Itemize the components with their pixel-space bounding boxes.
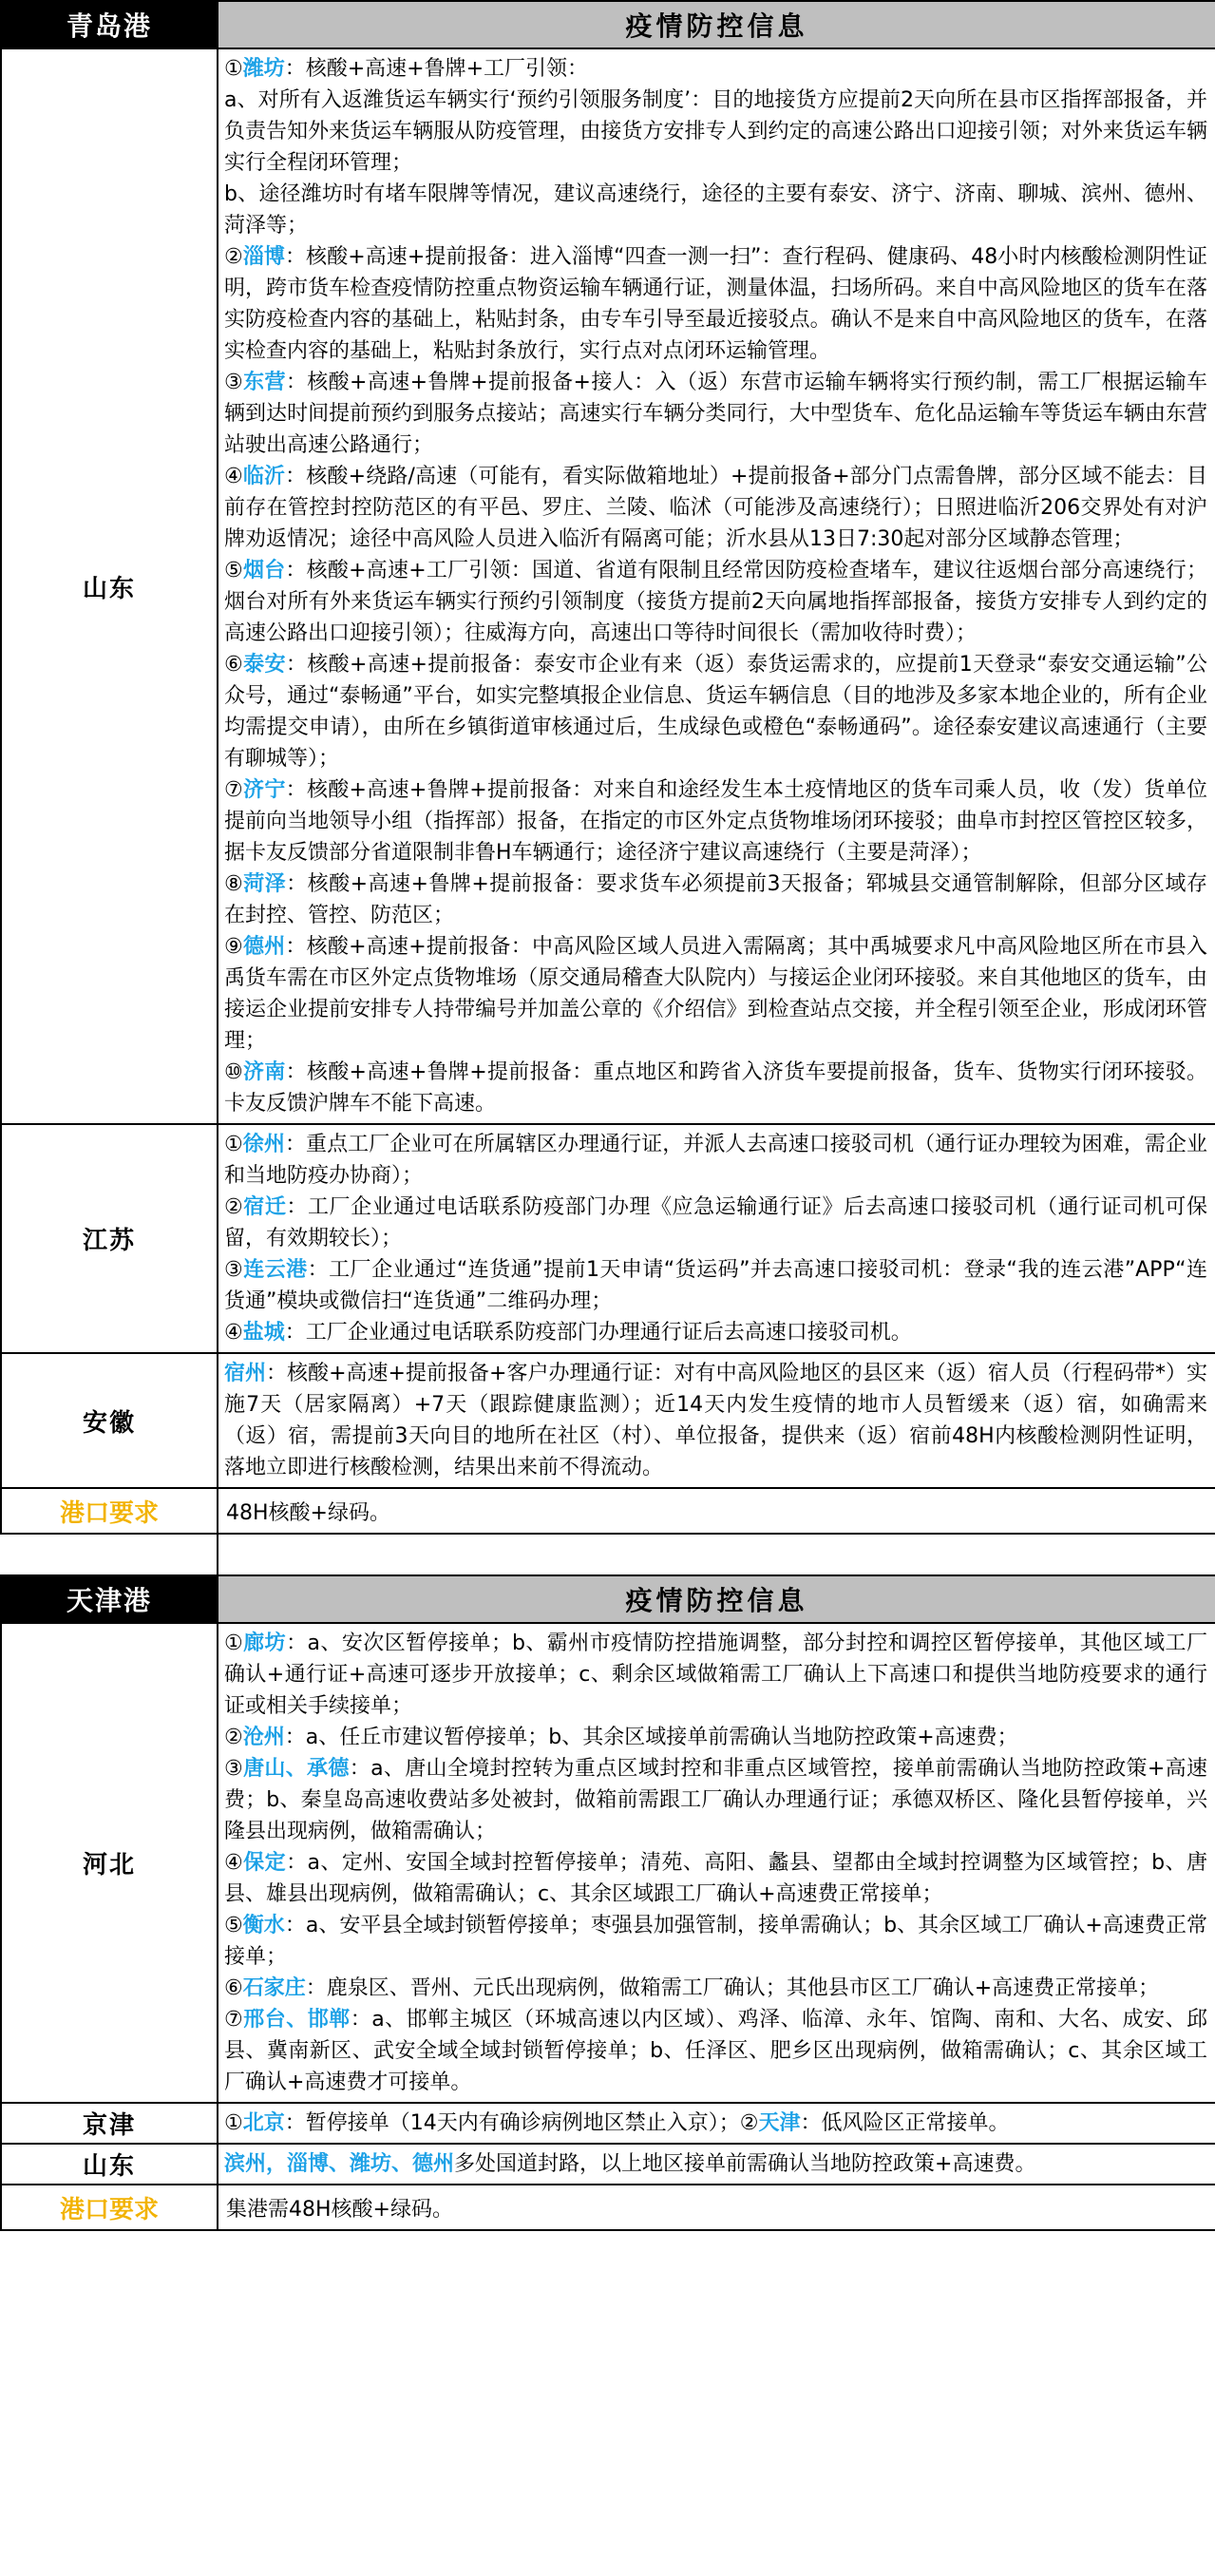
region-item <box>224 1753 1207 1847</box>
region-item <box>224 649 1207 774</box>
item-number: ④ <box>224 1321 243 1345</box>
region-item <box>224 241 1207 367</box>
item-text: ：鹿泉区、晋州、元氏出现病例，做箱需工厂确认；其他县市区工厂确认+高速费正常接单； <box>305 1976 1160 2000</box>
region-item <box>224 2111 740 2135</box>
item-number: ⑦ <box>224 2008 244 2032</box>
item-text: ：a、定州、安国全域封控暂停接单；清苑、高阳、蠡县、望都由全域封控调整为区域管控；b、唐县、雄县出现病例，做箱需确认；c、其余区域跟工厂确认+高速费正常接单； <box>224 1851 1207 1906</box>
port-requirement-text: 48H核酸+绿码。 <box>218 1488 1215 1534</box>
item-text: ：重点工厂企业可在所属辖区办理通行证，并派人去高速口接驳司机（通行证办理较为困难，需企业和当地防疫办协商）； <box>224 1133 1207 1188</box>
city-name: 石家庄 <box>242 1976 306 2000</box>
city-name: 宿州 <box>224 1362 267 1385</box>
item-text: ：核酸+高速+工厂引领：国道、省道有限制且经常因防疫检查堵车，建议往返烟台部分高速绕行；烟台对所有外来货运车辆实行预约引领制度（接货方提前2天向属地指挥部报备，接货方安排专人到约定的高速公路出口迎接引领）；往威海方向，高速出口等待时间很长（需加收待时费）； <box>224 559 1207 645</box>
item-number: ⑥ <box>224 1976 243 2000</box>
region-item <box>224 931 1207 1057</box>
item-number: ① <box>224 2111 243 2135</box>
item-text: ：暂停接单（14天内有确诊病例地区禁止入京）； <box>284 2111 740 2135</box>
port-name: 青岛港 <box>1 1 218 48</box>
region-content <box>218 2144 1215 2185</box>
item-number: ④ <box>224 465 243 488</box>
city-name: 盐城 <box>242 1321 285 1345</box>
port-name: 天津港 <box>1 1575 218 1623</box>
region-item <box>740 2111 1010 2135</box>
region-content <box>218 1124 1215 1353</box>
province-label: 河北 <box>1 1623 218 2103</box>
port-requirement-text: 集港需48H核酸+绿码。 <box>218 2185 1215 2230</box>
port-requirement-label: 港口要求 <box>1 2185 218 2230</box>
item-number: ② <box>224 1726 243 1749</box>
region-item <box>224 1358 1207 1483</box>
region-item <box>224 774 1207 868</box>
item-text: ：低风险区正常接单。 <box>800 2111 1010 2135</box>
region-content <box>218 2103 1215 2144</box>
item-text: ：a、安平县全域封锁暂停接单；枣强县加强管制，接单需确认；b、其余区域工厂确认+高速费正常接单； <box>224 1914 1207 1969</box>
item-number: ① <box>224 1133 243 1156</box>
region-content <box>218 48 1215 1124</box>
section-title: 疫情防控信息 <box>218 1 1215 48</box>
item-number: ④ <box>224 1851 244 1875</box>
item-text: 多处国道封路，以上地区接单前需确认当地防控政策+高速费。 <box>454 2152 1036 2176</box>
item-text: ：核酸+高速+提前报备：中高风险区域人员进入需隔离；其中禹城要求凡中高风险地区所在市县入禹货车需在市区外定点货物堆场（原交通局稽查大队院内）与接运企业闭环接驳。来自其他地区的货车，由接运企业提前安排专人持带编号并加盖公章的《介绍信》到检查站点交接，并全程引领至企业，形成闭环管理； <box>224 935 1207 1053</box>
city-name: 淄博 <box>242 245 285 269</box>
spacer-cell <box>1 1534 218 1574</box>
city-name: 潍坊 <box>242 57 285 81</box>
region-item <box>224 1722 1207 1753</box>
item-text: ：a、唐山全境封控转为重点区域封控和非重点区域管控，接单前需确认当地防控政策+高速费；b、秦皇岛高速收费站多处被封，做箱前需跟工厂确认办理通行证；承德双桥区、隆化县暂停接单，兴隆县出现病例，做箱需确认； <box>224 1757 1207 1843</box>
region-item <box>224 367 1207 461</box>
item-number: ⑤ <box>224 1914 243 1937</box>
city-name: 连云港 <box>243 1258 308 1282</box>
item-number: ⑥ <box>224 653 244 677</box>
city-name: 菏泽 <box>243 872 287 896</box>
item-number: ⑦ <box>224 778 244 802</box>
region-item <box>224 2148 1207 2180</box>
item-text: ：核酸+高速+鲁牌+提前报备+接人：入（返）东营市运输车辆将实行预约制，需工厂根据运输车辆到达时间提前预约到服务点接站；高速实行车辆分类同行，大中型货车、危化品运输车等货运车辆由东营站驶出高速公路通行； <box>224 371 1207 457</box>
city-name: 滨州，淄博、潍坊、德州 <box>224 2152 455 2176</box>
city-name: 唐山、承德 <box>243 1757 350 1781</box>
item-text: ：a、安次区暂停接单；b、霸州市疫情防控措施调整，部分封控和调控区暂停接单，其他区域工厂确认+通行证+高速可逐步开放接单；c、剩余区域做箱需工厂确认上下高速口和提供当地防疫要求的通行证或相关手续接单； <box>224 1631 1207 1718</box>
region-item <box>224 1973 1207 2004</box>
province-label: 京津 <box>1 2103 218 2144</box>
city-name: 临沂 <box>242 465 286 488</box>
region-item <box>224 1847 1207 1910</box>
province-label: 江苏 <box>1 1124 218 1353</box>
item-text: ：核酸+高速+鲁牌+提前报备：要求货车必须提前3天报备；郓城县交通管制解除，但部分区域存在封控、管控、防范区； <box>224 872 1207 927</box>
region-item <box>224 1129 1207 1192</box>
region-item <box>224 868 1207 931</box>
item-text: ：工厂企业通过“连货通”提前1天申请“货运码”并去高速口接驳司机：登录“我的连云港”APP“连货通”模块或微信扫“连货通”二维码办理； <box>224 1258 1207 1313</box>
region-content <box>218 1353 1215 1488</box>
item-text: ：工厂企业通过电话联系防疫部门办理《应急运输通行证》后去高速口接驳司机（通行证司机可保留，有效期较长）； <box>224 1195 1207 1250</box>
city-name: 济南 <box>243 1060 286 1084</box>
section-title: 疫情防控信息 <box>218 1575 1215 1623</box>
city-name: 徐州 <box>242 1133 285 1156</box>
item-text: ：a、任丘市建议暂停接单；b、其余区域接单前需确认当地防控政策+高速费； <box>284 1726 1018 1749</box>
item-number: ② <box>739 2111 759 2135</box>
item-text: ：工厂企业通过电话联系防疫部门办理通行证后去高速口接驳司机。 <box>284 1321 912 1345</box>
city-name: 天津 <box>758 2111 801 2135</box>
item-text: ：核酸+高速+鲁牌+提前报备：重点地区和跨省入济货车要提前报备，货车、货物实行闭环接驳。卡友反馈沪牌车不能下高速。 <box>224 1060 1207 1116</box>
item-text: ：核酸+高速+提前报备+客户办理通行证：对有中高风险地区的县区来（返）宿人员（行程码带*）实施7天（居家隔离）+7天（跟踪健康监测）；近14天内发生疫情的地市人员暂缓来（返）宿，如确需来（返）宿，需提前3天向目的地所在社区（村）、单位报备，提供来（返）宿前48H内核酸检测阴性证明，落地立即进行核酸检测，结果出来前不得流动。 <box>224 1362 1207 1479</box>
region-item <box>224 2004 1207 2098</box>
city-name: 东营 <box>243 371 286 394</box>
region-item <box>224 1628 1207 1722</box>
region-item <box>224 1254 1207 1317</box>
city-name: 宿迁 <box>243 1195 287 1219</box>
item-number: ⑨ <box>224 935 243 959</box>
city-name: 邢台、邯郸 <box>243 2008 351 2032</box>
region-item <box>224 1910 1207 1973</box>
item-text: ：a、邯郸主城区（环城高速以内区域）、鸡泽、临漳、永年、馆陶、南和、大名、成安、邱县、冀南新区、武安全域全域封锁暂停接单；b、任泽区、肥乡区出现病例，做箱需确认；c、其余区域工厂确认+高速费才可接单。 <box>224 2008 1207 2094</box>
region-item <box>224 1192 1207 1254</box>
region-item <box>224 1317 1207 1348</box>
region-content <box>218 1623 1215 2103</box>
port-requirement-label: 港口要求 <box>1 1488 218 1534</box>
item-text: ：核酸+高速+鲁牌+工厂引领： a、对所有入返潍货运车辆实行‘预约引领服务制度’：目的地接货方应提前2天向所在县市区指挥部报备，并负责告知外来货运车辆服从防疫管理，由接货方安排专人到约定的高速公路出口迎接引领；对外来货运车辆实行全程闭环管理； b、途径潍坊时有堵车限牌等情况，建议高速绕行，途径的主要有泰安、济宁、济南、聊城、滨州、德州、菏泽等； <box>224 57 1207 238</box>
item-number: ⑤ <box>224 559 243 582</box>
city-name: 衡水 <box>242 1914 285 1937</box>
item-number: ③ <box>224 1757 244 1781</box>
item-text: ：核酸+高速+提前报备：进入淄博“四查一测一扫”：查行程码、健康码、48小时内核酸检测阴性证明，跨市货车检查疫情防控重点物资运输车辆通行证，测量体温，扫场所码。来自中高风险地区的货车在落实防疫检查内容的基础上，粘贴封条，由专车引导至最近接驳点。确认不是来自中高风险地区的货车，在落实检查内容的基础上，粘贴封条放行，实行点对点闭环运输管理。 <box>224 245 1207 363</box>
item-number: ① <box>224 57 243 81</box>
item-number: ① <box>224 1631 244 1655</box>
city-name: 济宁 <box>243 778 286 802</box>
city-name: 保定 <box>243 1851 287 1875</box>
province-label: 山东 <box>1 48 218 1124</box>
province-label: 山东 <box>1 2144 218 2185</box>
region-item <box>224 1057 1207 1119</box>
item-text: ：核酸+高速+提前报备：泰安市企业有来（返）泰货运需求的，应提前1天登录“泰安交通运输”公众号，通过“泰畅通”平台，如实完整填报企业信息、货运车辆信息（目的地涉及多家本地企业的，所有企业均需提交申请），由所在乡镇街道审核通过后，生成绿色或橙色“泰畅通码”。途径泰安建议高速通行（主要有聊城等）； <box>224 653 1207 771</box>
item-number: ⑩ <box>224 1060 244 1084</box>
item-number: ③ <box>224 1258 244 1282</box>
spacer-cell <box>218 1534 1215 1574</box>
city-name: 北京 <box>242 2111 285 2135</box>
city-name: 德州 <box>242 935 286 959</box>
city-name: 泰安 <box>243 653 286 677</box>
region-item <box>224 461 1207 555</box>
region-item <box>224 555 1207 649</box>
tianjin-port-table <box>0 1574 1215 2231</box>
city-name: 廊坊 <box>243 1631 287 1655</box>
province-label: 安徽 <box>1 1353 218 1488</box>
item-text: ：核酸+绕路/高速（可能有，看实际做箱地址）+提前报备+部分门点需鲁牌，部分区域不能去：目前存在管控封控防范区的有平邑、罗庄、兰陵、临沭（可能涉及高速绕行）；日照进临沂206交界处有对沪牌劝返情况；途径中高风险人员进入临沂有隔离可能；沂水县从13日7:30起对部分区域静态管理； <box>224 465 1207 551</box>
item-text: ：核酸+高速+鲁牌+提前报备：对来自和途经发生本土疫情地区的货车司乘人员，收（发）货单位提前向当地领导小组（指挥部）报备，在指定的市区外定点货物堆场闭环接驳；曲阜市封控区管控区较多，据卡友反馈部分省道限制非鲁H车辆通行；途径济宁建议高速绕行（主要是菏泽）； <box>224 778 1207 865</box>
item-number: ⑧ <box>224 872 244 896</box>
region-item <box>224 53 1207 241</box>
item-number: ② <box>224 1195 244 1219</box>
item-number: ③ <box>224 371 244 394</box>
city-name: 烟台 <box>242 559 286 582</box>
item-number: ② <box>224 245 243 269</box>
city-name: 沧州 <box>242 1726 285 1749</box>
